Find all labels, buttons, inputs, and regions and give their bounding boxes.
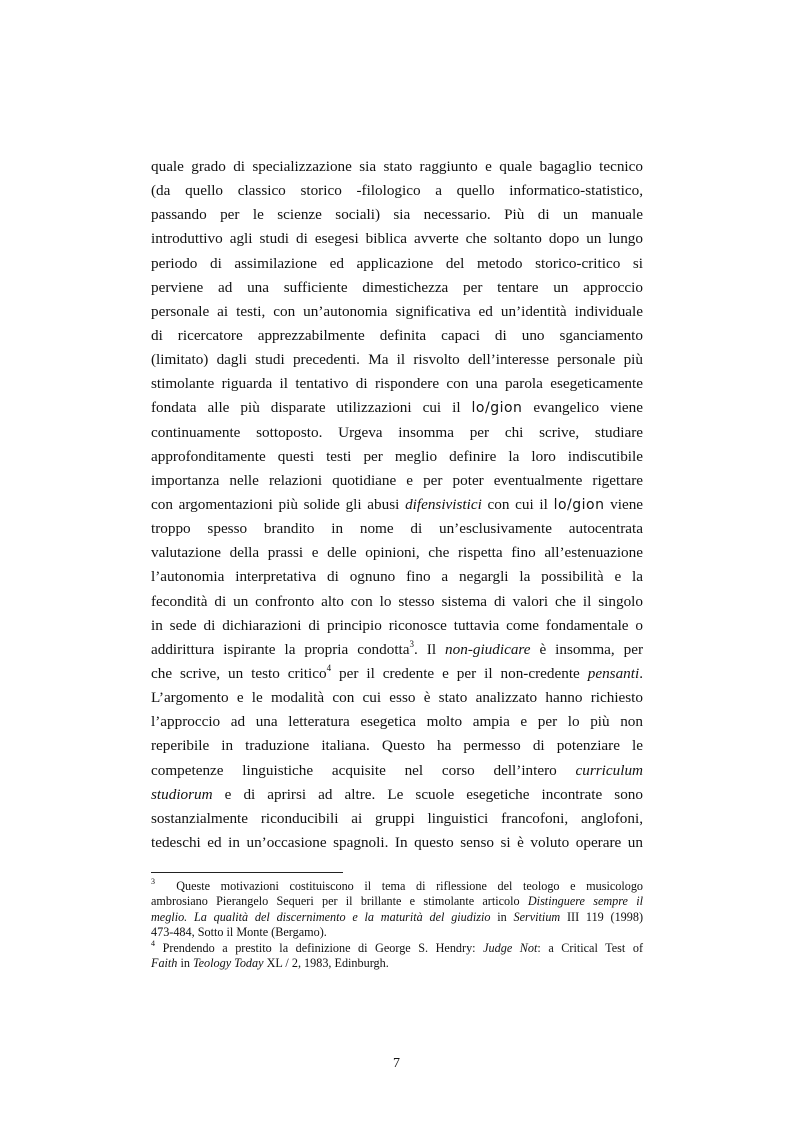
text-line: fecondità di un confronto alto con lo stesso sistema di valori che il singolo xyxy=(151,592,643,610)
text-line xyxy=(151,662,643,686)
footnote-italic: Distinguere sempre il xyxy=(527,894,643,909)
footnote-italic: meglio. La qualità del discernimento e la maturità del giudizio xyxy=(151,909,491,924)
italic-term: non-giudicare xyxy=(445,640,531,658)
footnote-italic: Servitium xyxy=(513,909,561,924)
footnote-text: ambrosiano Pierangelo Sequeri per il brillante e stimolante articolo xyxy=(151,894,520,909)
footnote-3-line xyxy=(151,925,643,940)
text-span: addirittura ispirante la propria condotta$^3$. Il xyxy=(151,638,437,658)
italic-term: difensivistici xyxy=(405,495,482,513)
text-line: in sede di dichiarazioni di principio riconosce tuttavia come fondamentale o xyxy=(151,616,643,634)
footnote-text: $^4$ Prendendo a prestito la definizione di George S. Hendry: xyxy=(151,938,476,955)
footnote-mark-3: 3 xyxy=(151,876,155,886)
page-number: 7 xyxy=(393,1056,400,1071)
footnote-3-line xyxy=(151,876,644,894)
text-line: troppo spesso brandito in nome di un’esclusivamente autocentrata xyxy=(151,520,643,538)
text-line: continuamente sottoposto. Urgeva insomma per chi scrive, studiare xyxy=(151,423,643,441)
text-line: personale ai testi, con un’autonomia significativa ed un’identità individuale xyxy=(151,302,643,320)
text-line: quale grado di specializzazione sia stato raggiunto e quale bagaglio tecnico xyxy=(151,158,643,175)
text-line: di ricercatore apprezzabilmente definita capaci di uno sganciamento xyxy=(151,326,643,344)
text-line xyxy=(151,638,643,662)
footnote-separator xyxy=(151,872,343,873)
footnote-3-line xyxy=(151,910,643,925)
footnote-ref-3[interactable]: 3 xyxy=(409,638,415,649)
text-span: fondata alle più disparate utilizzazioni cui il xyxy=(151,399,461,417)
footnotes xyxy=(151,876,644,971)
footnote-text: XL / 2, 1983, Edinburgh. xyxy=(266,955,389,970)
text-line: perviene ad una sufficiente dimestichezza per tentare un approccio xyxy=(151,278,643,296)
text-line xyxy=(151,759,643,783)
text-line: introduttivo agli studi di esegesi biblica avverte che soltanto dopo un lungo xyxy=(151,230,643,248)
text-line: valutazione della prassi e delle opinioni, che rispetta fino all’estenuazione xyxy=(151,544,643,562)
text-span: con argomentazioni più solide gli abusi xyxy=(151,495,400,513)
text-line xyxy=(151,493,643,517)
text-line: periodo di assimilazione ed applicazione del metodo storico-critico si xyxy=(151,254,643,272)
text-line: l’autonomia interpretativa di ognuno fino a negargli la possibilità e la xyxy=(151,568,643,586)
text-line: approfonditamente questi testi per meglio definire la loro indiscutibile xyxy=(151,447,643,465)
footnote-4-line xyxy=(151,938,644,956)
main-text xyxy=(151,155,643,855)
footnote-text: 473-484, Sotto il Monte (Bergamo). xyxy=(151,925,327,940)
greek-term: lo/gion xyxy=(471,400,523,417)
text-line: L’argomento e le modalità con cui esso è stato analizzato hanno richiesto xyxy=(151,689,643,707)
footnote-text: in xyxy=(180,955,190,970)
text-span: e di aprirsi ad altre. Le scuole esegetiche incontrate sono xyxy=(224,785,643,803)
text-line: reperibile in traduzione italiana. Questo ha permesso di potenziare le xyxy=(151,737,643,755)
text-line xyxy=(151,783,643,807)
text-line: sostanzialmente riconducibili ai gruppi linguistici francofoni, anglofoni, xyxy=(151,809,643,827)
text-line: importanza nelle relazioni quotidiane e per poter eventualmente rigettare xyxy=(151,471,643,489)
footnote-italic: Faith xyxy=(151,955,178,970)
text-line: l’approccio ad una letteratura esegetica molto ampia e per lo più non xyxy=(151,713,643,731)
text-line: (da quello classico storico -filologico a quello informatico-statistico, xyxy=(151,182,643,200)
text-span: che scrive, un testo critico$^4$ xyxy=(151,662,332,682)
text-line: stimolante riguarda il tentativo di rispondere con una parola esegeticamente xyxy=(151,375,643,393)
text-line: (limitato) dagli studi precedenti. Ma il risvolto dell’interesse personale più xyxy=(151,351,643,369)
text-span: competenze linguistiche acquisite nel corso dell’intero xyxy=(151,761,557,779)
italic-term: studiorum xyxy=(151,785,213,803)
text-span: pensanti. xyxy=(587,664,644,682)
footnote-3-line xyxy=(151,894,643,909)
text-span: con cui il xyxy=(487,495,548,513)
text-line: tedeschi ed in un’occasione spagnoli. In questo senso si è voluto operare un xyxy=(151,833,643,851)
footnote-text: in xyxy=(497,909,507,924)
greek-term: lo/gion xyxy=(553,496,605,513)
footnote-text: III 119 (1998) xyxy=(566,909,644,924)
text-span: è insomma, per xyxy=(539,640,644,658)
footnote-ref-4[interactable]: 4 xyxy=(326,662,332,673)
text-span: evangelico viene xyxy=(533,399,644,417)
text-span: per il credente e per il non-credente xyxy=(339,664,580,682)
footnote-text: Judge Not: a Critical Test of xyxy=(483,940,644,955)
italic-term: pensanti xyxy=(587,664,640,682)
text-line: passando per le scienze sociali) sia necessario. Più di un manuale xyxy=(151,206,643,224)
footnote-italic: Teology Today xyxy=(192,955,264,970)
footnote-mark-4: 4 xyxy=(151,938,155,948)
footnote-italic: Judge Not xyxy=(483,940,538,955)
footnote-text: $^3$ Queste motivazioni costituiscono il tema di riflessione del teologo e musicologo xyxy=(151,876,644,893)
italic-term: curriculum xyxy=(575,761,644,779)
text-line xyxy=(151,396,643,420)
footnote-4-line xyxy=(151,956,643,971)
text-span: viene xyxy=(610,495,644,513)
